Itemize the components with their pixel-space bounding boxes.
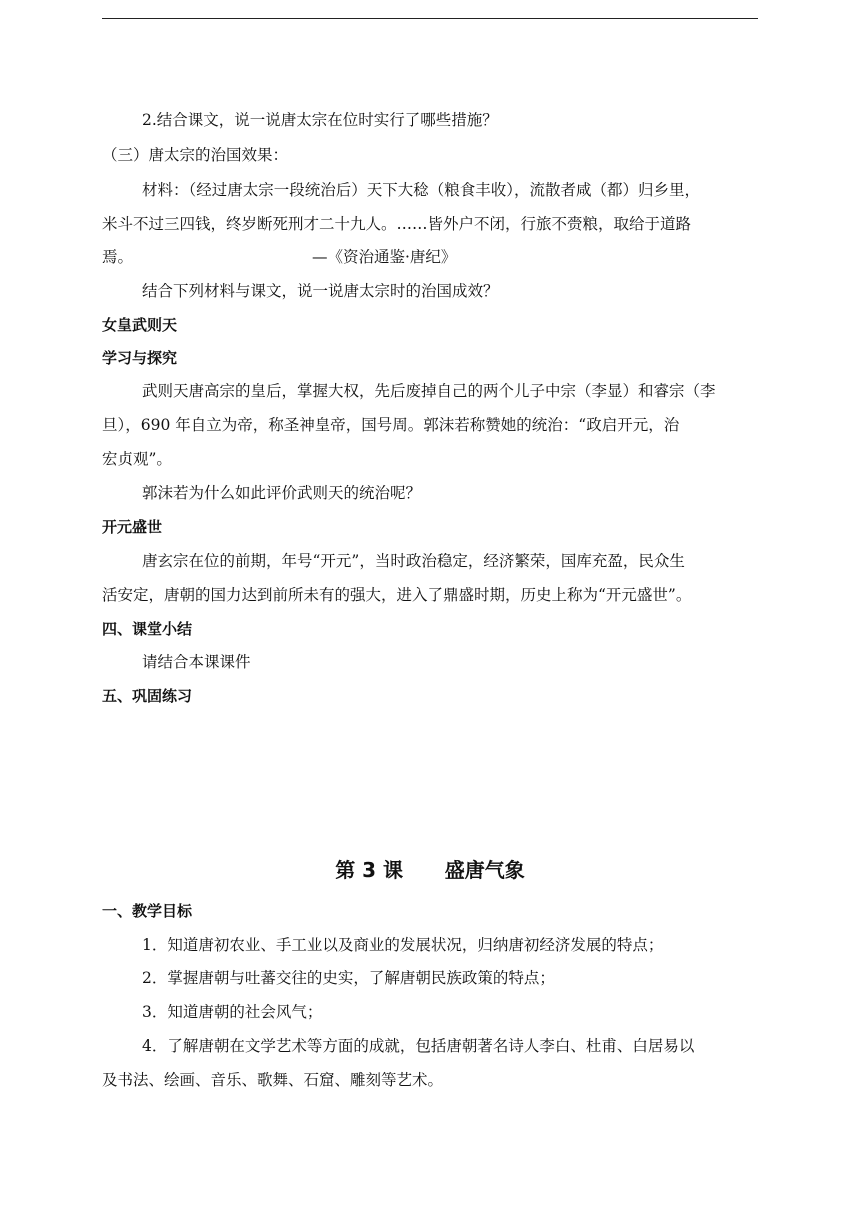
subheading-governance-effect: （三）唐太宗的治国效果： [102,146,289,164]
goal-4-line-1: 4．了解唐朝在文学艺术等方面的成就，包括唐朝著名诗人李白、杜甫、白居易以 [142,1037,695,1055]
goal-1: 1．知道唐初农业、手工业以及商业的发展状况，归纳唐初经济发展的特点； [142,936,664,954]
goal-4-line-2: 及书法、绘画、音乐、歌舞、石窟、雕刻等艺术。 [102,1071,444,1089]
empress-wu-question: 郭沫若为什么如此评价武则天的统治呢？ [142,484,422,502]
empress-wu-line-2: 旦），690 年自立为帝，称圣神皇帝，国号周。郭沫若称赞她的统治：“政启开元，治 [102,416,680,434]
goal-3: 3．知道唐朝的社会风气； [142,1003,323,1021]
kaiyuan-line-1: 唐玄宗在位的前期，年号“开元”，当时政治稳定，经济繁荣，国库充盈，民众生 [142,552,685,570]
kaiyuan-line-2: 活安定，唐朝的国力达到前所未有的强大，进入了鼎盛时期，历史上称为“开元盛世”。 [102,586,692,604]
section-heading-practice: 五、巩固练习 [102,687,193,705]
header-rule [102,18,758,19]
empress-wu-line-3: 宏贞观”。 [102,450,172,468]
lesson-3-title: 第 3 课 盛唐气象 [335,858,525,882]
summary-text: 请结合本课课件 [142,653,251,671]
section-heading-kaiyuan: 开元盛世 [102,518,163,536]
material-line-3: 焉。 [102,248,134,266]
section-heading-empress-wu: 女皇武则天 [102,316,178,334]
question-2: 2.结合课文，说一说唐太宗在位时实行了哪些措施？ [142,111,498,129]
material-source: —《资治通鉴·唐纪》 [312,248,457,266]
material-line-1: 材料：（经过唐太宗一段统治后）天下大稔（粮食丰收），流散者咸（都）归乡里， [142,181,701,199]
section-heading-teaching-goals: 一、教学目标 [102,902,193,920]
goal-2: 2．掌握唐朝与吐蕃交往的史实，了解唐朝民族政策的特点； [142,969,555,987]
subheading-study-explore: 学习与探究 [102,349,178,367]
section-heading-summary: 四、课堂小结 [102,620,193,638]
material-question: 结合下列材料与课文，说一说唐太宗时的治国成效？ [142,282,499,300]
material-line-2: 米斗不过三四钱，终岁断死刑才二十九人。……皆外户不闭，行旅不赍粮，取给于道路 [102,215,692,233]
empress-wu-line-1: 武则天唐高宗的皇后，掌握大权，先后废掉自己的两个儿子中宗（李显）和睿宗（李 [142,382,716,400]
